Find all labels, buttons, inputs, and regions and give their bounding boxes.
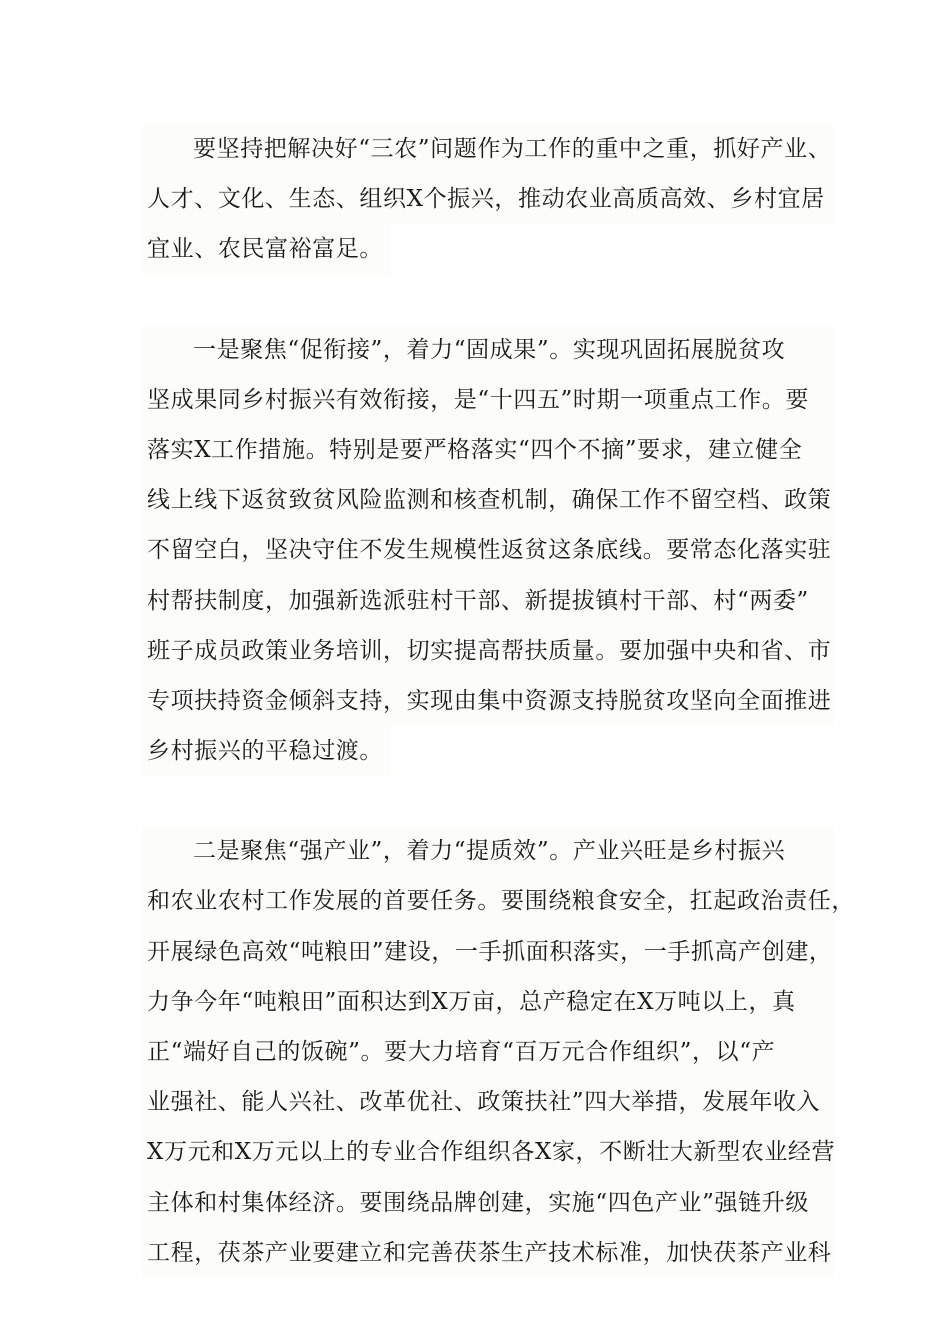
paragraph-qiangchanye bbox=[143, 826, 855, 1278]
text-line: 专项扶持资金倾斜支持，实现由集中资源支持脱贫攻坚向全面推进 bbox=[143, 676, 833, 726]
text-line: 正“端好自己的饭碗”。要大力培育“百万元合作组织”，以“产 bbox=[143, 1027, 833, 1077]
text-line: 业强社、能人兴社、改革优社、政策扶社”四大举措，发展年收入 bbox=[143, 1077, 833, 1127]
text-line: 要坚持把解决好“三农”问题作为工作的重中之重，抓好产业、 bbox=[143, 124, 833, 174]
text-line: 人才、文化、生态、组织X个振兴，推动农业高质高效、乡村宜居 bbox=[143, 174, 833, 224]
text-line: 不留空白，坚决守住不发生规模性返贫这条底线。要常态化落实驻 bbox=[143, 525, 833, 575]
text-line: 落实X工作措施。特别是要严格落实“四个不摘”要求，建立健全 bbox=[143, 425, 833, 475]
text-line: 村帮扶制度，加强新选派驻村干部、新提拔镇村干部、村“两委” bbox=[143, 576, 833, 626]
text-line: 一是聚焦“促衔接”，着力“固成果”。实现巩固拓展脱贫攻 bbox=[143, 325, 833, 375]
document-body bbox=[143, 124, 855, 1278]
text-line: 线上线下返贫致贫风险监测和核查机制，确保工作不留空档、政策 bbox=[143, 475, 833, 525]
text-line: 班子成员政策业务培训，切实提高帮扶质量。要加强中央和省、市 bbox=[143, 626, 833, 676]
text-line: X万元和X万元以上的专业合作组织各X家，不断壮大新型农业经营 bbox=[143, 1127, 833, 1177]
paragraph-gap bbox=[143, 776, 833, 826]
text-line: 二是聚焦“强产业”，着力“提质效”。产业兴旺是乡村振兴 bbox=[143, 826, 833, 876]
text-line: 开展绿色高效“吨粮田”建设，一手抓面积落实，一手抓高产创建， bbox=[143, 927, 833, 977]
text-line: 力争今年“吨粮田”面积达到X万亩，总产稳定在X万吨以上，真 bbox=[143, 977, 833, 1027]
text-line: 坚成果同乡村振兴有效衔接，是“十四五”时期一项重点工作。要 bbox=[143, 375, 833, 425]
text-line: 和农业农村工作发展的首要任务。要围绕粮食安全，扛起政治责任， bbox=[143, 876, 833, 926]
paragraph-sannong bbox=[143, 124, 833, 275]
paragraph-cujiejie bbox=[143, 325, 833, 777]
text-line: 主体和村集体经济。要围绕品牌创建，实施“四色产业”强链升级 bbox=[143, 1178, 833, 1228]
text-line: 宜业、农民富裕富足。 bbox=[143, 224, 391, 274]
text-line: 工程，茯茶产业要建立和完善茯茶生产技术标准，加快茯茶产业科 bbox=[143, 1228, 833, 1278]
paragraph-gap bbox=[143, 275, 833, 325]
text-line: 乡村振兴的平稳过渡。 bbox=[143, 726, 391, 776]
